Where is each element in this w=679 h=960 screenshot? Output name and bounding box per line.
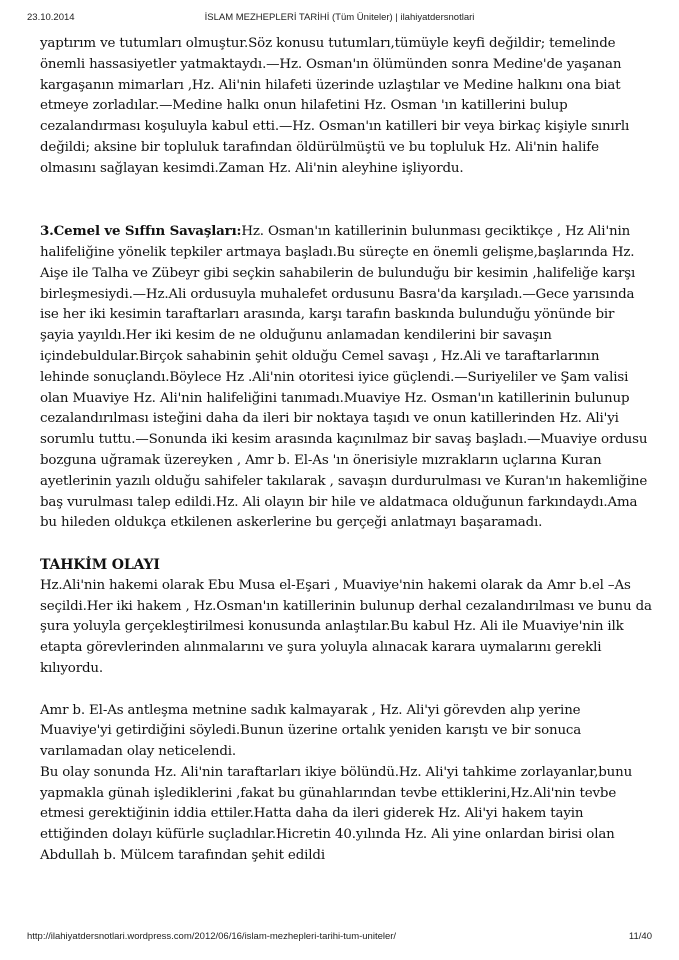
section-cemel-siffin bbox=[40, 221, 652, 534]
section-heading-cemel-siffin: 3.Cemel ve Sıffın Savaşları: bbox=[40, 223, 242, 240]
page-footer bbox=[0, 931, 679, 945]
section-text-cemel-siffin: Hz. Osman'ın katillerinin bulunması geciktikçe , Hz Ali'nin halifeliğine yönelik tepkiler artmaya başladı.Bu süreçte en önemli gelişme,başlarında Hz. Aişe ile Talha ve Zübeyr gibi seçkin sahabilerin de bulunduğu bir kesimin ,halifeliğe karşı birleşmesiydi.—Hz.Ali ordusuyla muhalefet ordusunu Basra'da karşıladı.—Gece yarısında ise her iki kesimin taraftarları arasında, karşı tarafın baskında bulunduğu yönünde bir şayia yayıldı.Her iki kesim de ne olduğunu anlamadan kendilerini bir savaşın içindebuldular.Birçok sahabinin şehit olduğu Cemel savaşı , Hz.Ali ve taraftarlarının lehinde sonuçlandı.Böylece Hz .Ali'nin otoritesi iyice güçlendi.—Suriyeliler ve Şam valisi olan Muaviye Hz. Ali'nin halifeliğini tanımadı.Muaviye Hz. Osman'ın katillerinin bulunup cezalandırılması isteğini daha da ileri bir noktaya taşıdı ve onun katillerinden Hz. Ali'yi sorumlu tuttu.—Sonunda iki kesim arasında kaçınılmaz bir savaş başladı.—Muaviye ordusu bozguna uğramak üzereyken , Amr b. El-As 'ın önerisiyle mızrakların uçlarına Kuran ayetlerinin yazılı olduğu sahifeler takılarak , savaşın durdurulması ve Kuran'ın hakemliğine baş vurulması talep edildi.Hz. Ali olayın bir hile ve aldatmaca olduğunun farkındaydı.Ama bu hileden oldukça etkilenen askerlerine bu gerçeği anlatmayı başaramadı. bbox=[40, 224, 648, 531]
document-title: İSLAM MEZHEPLERİ TARİHİ (Tüm Üniteler) | ilahiyatdersnotlari bbox=[204, 12, 475, 23]
print-date: 23.10.2014 bbox=[27, 12, 75, 23]
paragraph-tahkim-2: Amr b. El-As antleşma metnine sadık kalmayarak , Hz. Ali'yi görevden alıp yerine Muaviye'yi getirdiğini söyledi.Bunun üzerine ortalık yeniden karıştı ve bir sonuca varılamadan olay neticelendi. bbox=[40, 702, 582, 760]
source-url: http://ilahiyatdersnotlari.wordpress.com/2012/06/16/islam-mezhepleri-tarihi-tum-uniteler/ bbox=[27, 931, 397, 942]
paragraph-intro: yaptırım ve tutumları olmuştur.Söz konusu tutumları,tümüyle keyfi değildir; temelinde önemli hassasiyetler yatmaktaydı.—Hz. Osman'ın ölümünden sonra Medine'de yaşanan kargaşanın mimarları ,Hz. Ali'nin hilafeti üzerinde uzlaştılar ve Medine halkını ona biat etmeye zorladılar.—Medine halkı onun hilafetini Hz. Osman 'ın katillerini bulup cezalandırması koşuluyla kabul etti.—Hz. Osman'ın katilleri bir veya birkaç kişiyle sınırlı değildi; aksine bir topluluk tarafından öldürülmüştü ve bu topluluk Hz. Ali'nin halife olmasını sağlayan kesimdi.Zaman Hz. Ali'nin aleyhine işliyordu. bbox=[40, 36, 630, 176]
page-number: 11/40 bbox=[628, 931, 652, 942]
paragraph-tahkim-3: Bu olay sonunda Hz. Ali'nin taraftarları ikiye bölündü.Hz. Ali'yi tahkime zorlayanlar,bunu yapmakla günah işlediklerini ,fakat bu günahlarından tevbe ettiklerini,Hz.Ali'nin tevbe etmesi gerektiğinin iddia ettiler.Hatta daha da ileri giderek Hz. Ali'yi hakem tayin ettiğinden dolayı küfürle suçladılar.Hicretin 40.yılında Hz. Ali yine onlardan birisi olan Abdullah b. Mülcem tarafından şehit edildi bbox=[40, 764, 633, 864]
page-header bbox=[0, 12, 679, 26]
paragraph-tahkim-1: Hz.Ali'nin hakemi olarak Ebu Musa el-Eşari , Muaviye'nin hakemi olarak da Amr b.el –As seçildi.Her iki hakem , Hz.Osman'ın katillerinin bulunup derhal cezalandırılması ve bunu da şura yoluyla gerçekleştirilmesi konusunda anlaştılar.Bu kabul Hz. Ali ile Muaviye'nin ilk etapta görevlerinden alınmalarını ve şura yoluyla alınacak karara uymalarını gerekli kılıyordu. bbox=[40, 577, 652, 676]
article-body bbox=[40, 34, 652, 867]
section-heading-tahkim: TAHKİM OLAYI bbox=[40, 556, 160, 573]
